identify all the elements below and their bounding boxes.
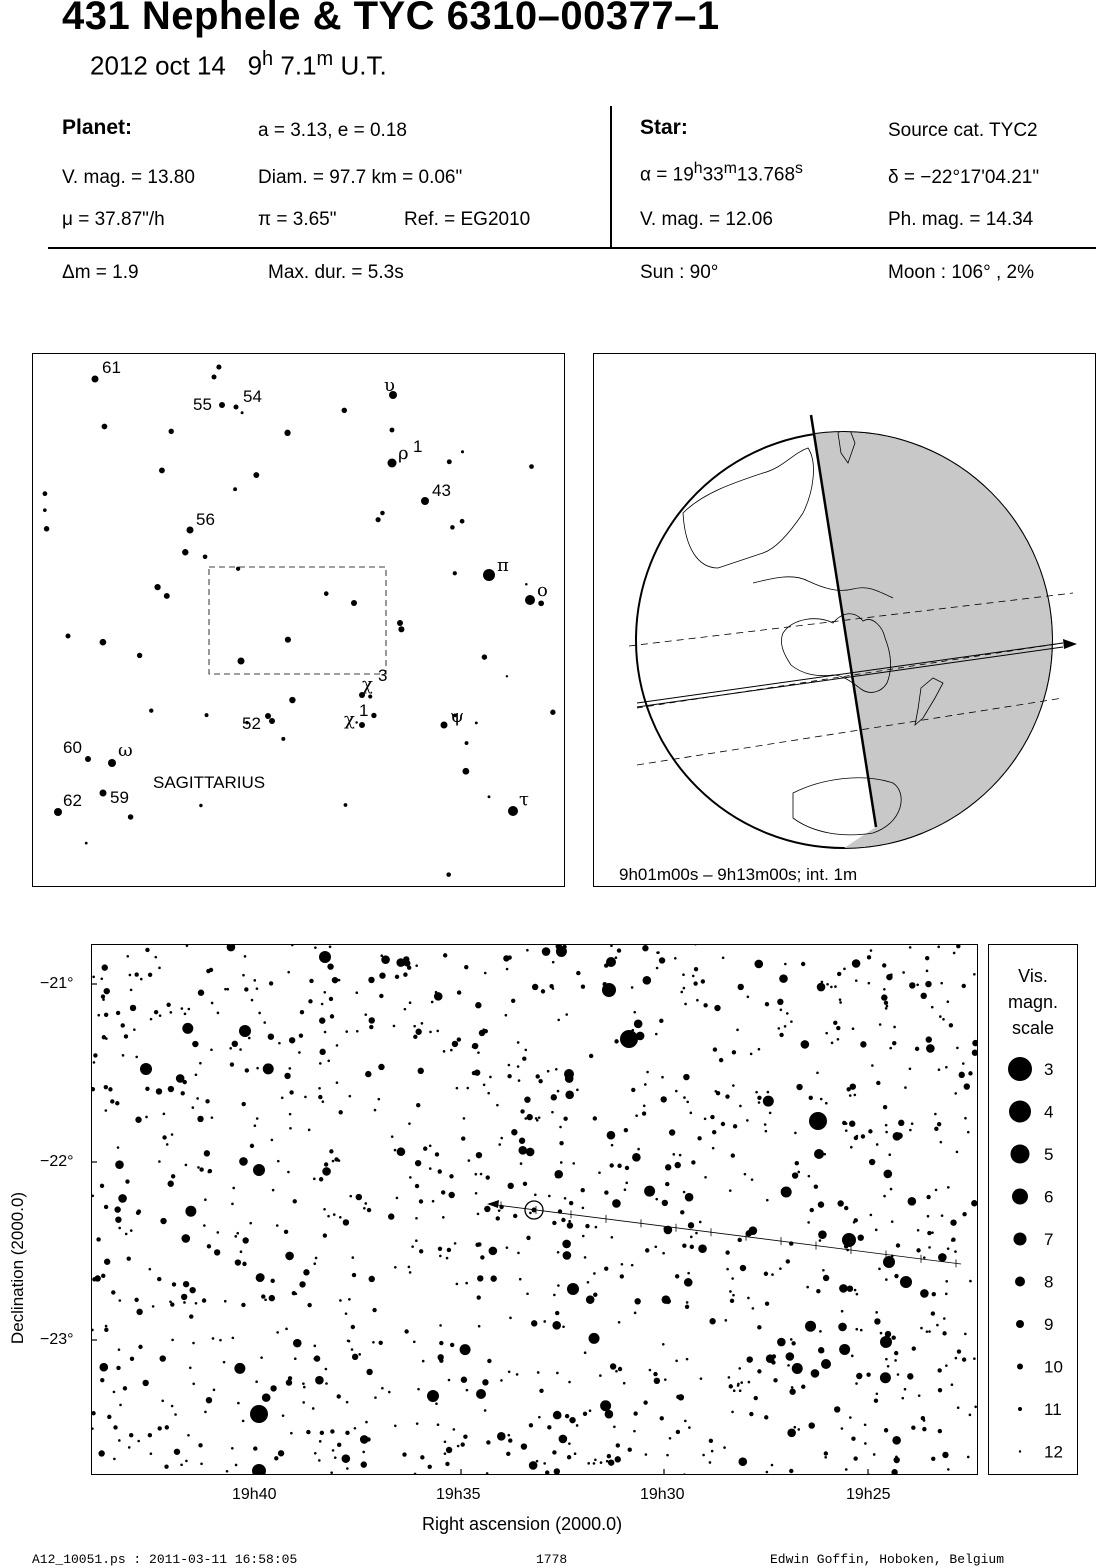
star-label-62: 62 — [63, 791, 82, 810]
event-hour: 9 — [247, 50, 263, 81]
star-label-omicron: o — [537, 580, 548, 601]
star-label-psi: ψ — [450, 706, 465, 727]
star-source: Source cat. TYC2 — [888, 120, 1038, 141]
scale-dot-mag-8 — [1015, 1277, 1025, 1287]
constellation-name: SAGITTARIUS — [153, 773, 266, 792]
star-label-rho-index: 1 — [413, 437, 423, 456]
star-label-chi1-index: 1 — [359, 701, 369, 720]
star-vmag: V. mag. = 12.06 — [640, 209, 773, 230]
event-date: 2012 oct 14 — [90, 50, 226, 81]
footer-file: A12_10051.ps : 2011-03-11 16:58:05 — [32, 1552, 298, 1567]
star-label-tau: τ — [519, 789, 529, 810]
scale-label-mag-5: 5 — [1044, 1145, 1054, 1164]
star-alpha: $\alpha = 19^h33^m13.768^s$ — [640, 160, 803, 186]
star-label-43: 43 — [432, 481, 451, 500]
star-label-59: 59 — [110, 788, 129, 807]
event-datetime: 2012 oct 14 9$^h$ 7.1$^m$ U.T. — [90, 48, 387, 81]
scale-label-mag-12: 12 — [1044, 1442, 1063, 1462]
scale-label-mag-7: 7 — [1044, 1230, 1054, 1249]
y-axis-label: Declination (2000.0) — [8, 1191, 27, 1345]
star-label-upsilon: υ — [384, 375, 395, 396]
scale-title-2: magn. — [1007, 992, 1059, 1012]
moon-elongation: Moon : 106° , 2% — [888, 262, 1034, 283]
sun-elongation: Sun : 90° — [640, 262, 719, 283]
star-label-rho: ρ — [398, 443, 409, 464]
scale-dot-mag-10 — [1017, 1364, 1023, 1370]
planet-vmag: V. mag. = 13.80 — [62, 167, 195, 188]
scale-dot-mag-3 — [1008, 1057, 1032, 1081]
star-heading: Star: — [640, 116, 688, 139]
scale-dot-mag-12 — [1019, 1450, 1021, 1452]
planet-mu: μ = 37.87"/h — [62, 209, 165, 230]
star-label-60: 60 — [63, 738, 82, 757]
planet-orbit: a = 3.13, e = 0.18 — [258, 120, 407, 141]
planet-heading: Planet: — [62, 116, 133, 139]
scale-title-3: scale — [1011, 1018, 1055, 1038]
event-min: 7.1 — [280, 50, 317, 81]
footer-author: Edwin Goffin, Hoboken, Belgium — [770, 1552, 1005, 1567]
ytick-22: −22° — [40, 1153, 74, 1170]
xtick-19h25: 19h25 — [846, 1486, 891, 1503]
event-tz: U.T. — [340, 50, 387, 81]
scale-svg — [988, 944, 1078, 1475]
scale-label-mag-8: 8 — [1044, 1272, 1054, 1292]
page-title: 431 Nephele & TYC 6310–00377–1 — [62, 0, 720, 38]
scale-dot-mag-11 — [1018, 1407, 1022, 1411]
delta-mag: Δm = 1.9 — [62, 262, 139, 283]
xtick-19h35: 19h35 — [436, 1486, 481, 1503]
scale-dot-mag-5 — [1011, 1145, 1030, 1164]
scale-label-mag-6: 6 — [1044, 1187, 1054, 1207]
scale-title-1: Vis. — [1018, 966, 1048, 986]
planet-parallax: π = 3.65" — [258, 209, 337, 230]
planet-ref: Ref. = EG2010 — [404, 209, 531, 230]
scale-label-mag-3: 3 — [1044, 1060, 1054, 1079]
planet-diam: Diam. = 97.7 km = 0.06" — [258, 167, 463, 188]
star-label-52: 52 — [242, 714, 261, 733]
x-axis-label: Right ascension (2000.0) — [422, 1514, 623, 1534]
scale-dot-mag-7 — [1014, 1233, 1027, 1246]
scale-label-mag-10: 10 — [1044, 1357, 1063, 1377]
xtick-19h40: 19h40 — [232, 1486, 277, 1503]
star-label-chi3: χ — [362, 674, 373, 695]
max-duration: Max. dur. = 5.3s — [268, 262, 404, 283]
star-label-55: 55 — [193, 395, 212, 414]
star-label-56: 56 — [196, 510, 215, 529]
scale-dot-mag-9 — [1016, 1320, 1024, 1328]
globe-caption: 9h01m00s – 9h13m00s; int. 1m — [619, 865, 858, 884]
star-phmag: Ph. mag. = 14.34 — [888, 209, 1034, 230]
star-label-chi3-index: 3 — [378, 666, 388, 685]
xtick-19h30: 19h30 — [640, 1486, 685, 1503]
ytick-23: −23° — [40, 1331, 74, 1348]
scale-dot-mag-4 — [1009, 1101, 1031, 1123]
star-label-61: 61 — [102, 358, 121, 377]
scale-dot-mag-6 — [1012, 1189, 1028, 1205]
star-label-chi1: χ — [344, 709, 355, 730]
scale-label-mag-9: 9 — [1044, 1315, 1054, 1334]
star-label-54: 54 — [243, 387, 262, 406]
footer-page: 1778 — [536, 1552, 568, 1567]
ytick-21: −21° — [40, 975, 74, 992]
star-label-pi: π — [497, 555, 509, 576]
scale-label-mag-11: 11 — [1044, 1400, 1062, 1419]
scale-label-mag-4: 4 — [1044, 1102, 1054, 1122]
star-label-omega: ω — [118, 740, 133, 761]
star-delta: δ = −22°17'04.21" — [888, 167, 1040, 188]
